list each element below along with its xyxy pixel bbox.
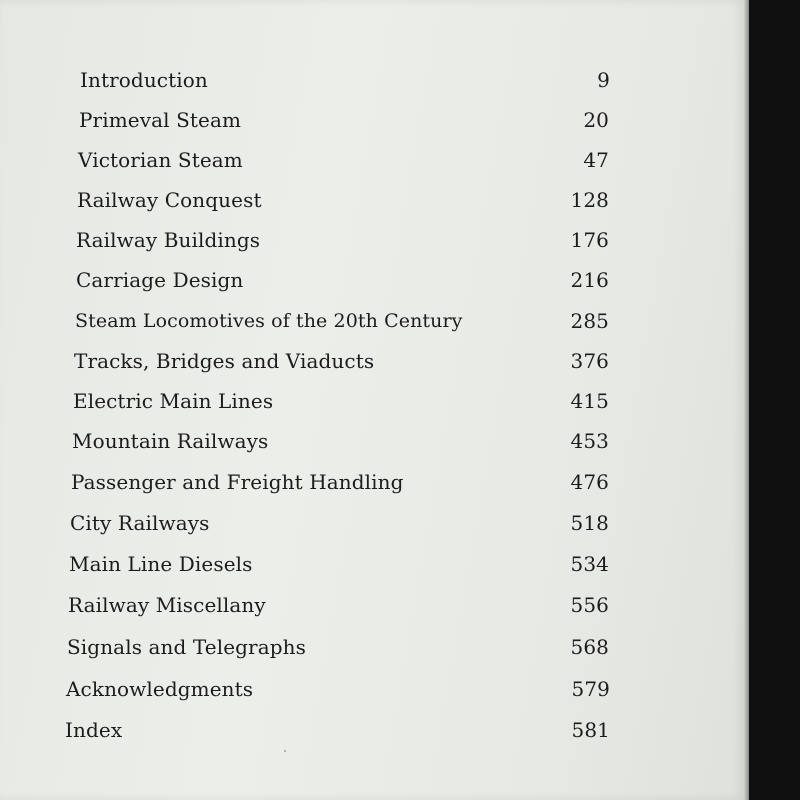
toc-entry-page: 285 — [570, 309, 609, 333]
toc-entry-title: Carriage Design — [76, 268, 244, 292]
toc-entry-title: Victorian Steam — [78, 148, 243, 172]
toc-entry-title: Steam Locomotives of the 20th Century — [75, 310, 463, 332]
paper-speck — [284, 750, 286, 752]
toc-entry-page: 518 — [570, 511, 609, 535]
toc-entry-page: 568 — [570, 635, 609, 659]
toc-entry-page: 415 — [570, 389, 609, 413]
toc-entry-title: Mountain Railways — [72, 429, 269, 453]
toc-entry-page: 20 — [583, 108, 609, 132]
toc-entry-title: Passenger and Freight Handling — [71, 470, 404, 494]
toc-entry-page: 128 — [570, 188, 609, 212]
toc-entry-page: 476 — [570, 470, 609, 494]
toc-entry-page: 534 — [570, 552, 609, 576]
toc-entry-page: 453 — [570, 429, 609, 453]
toc-entry-page: 9 — [597, 68, 610, 92]
toc-entry-title: Railway Miscellany — [68, 593, 266, 617]
toc-entry-page: 47 — [583, 148, 609, 172]
toc-entry-title: Railway Conquest — [77, 188, 262, 212]
toc-entry-page: 216 — [570, 268, 609, 292]
toc-entry-title: Introduction — [80, 68, 208, 92]
toc-entry-title: Signals and Telegraphs — [67, 635, 306, 659]
toc-entry-title: Index — [65, 718, 123, 742]
toc-entry-title: Railway Buildings — [76, 228, 261, 252]
toc-entry-page: 556 — [570, 593, 609, 617]
toc-entry-page: 176 — [570, 228, 609, 252]
toc-entry-title: Acknowledgments — [66, 677, 254, 701]
toc-entry-page: 579 — [571, 677, 610, 701]
toc-entry-title: Tracks, Bridges and Viaducts — [74, 349, 375, 373]
toc-entry-page: 581 — [571, 718, 610, 742]
toc-entry-title: City Railways — [70, 511, 210, 535]
toc-entry-page: 376 — [570, 349, 609, 373]
toc-entry-title: Electric Main Lines — [73, 389, 274, 413]
toc-entry-title: Primeval Steam — [79, 108, 242, 132]
toc-entry-title: Main Line Diesels — [69, 552, 253, 576]
